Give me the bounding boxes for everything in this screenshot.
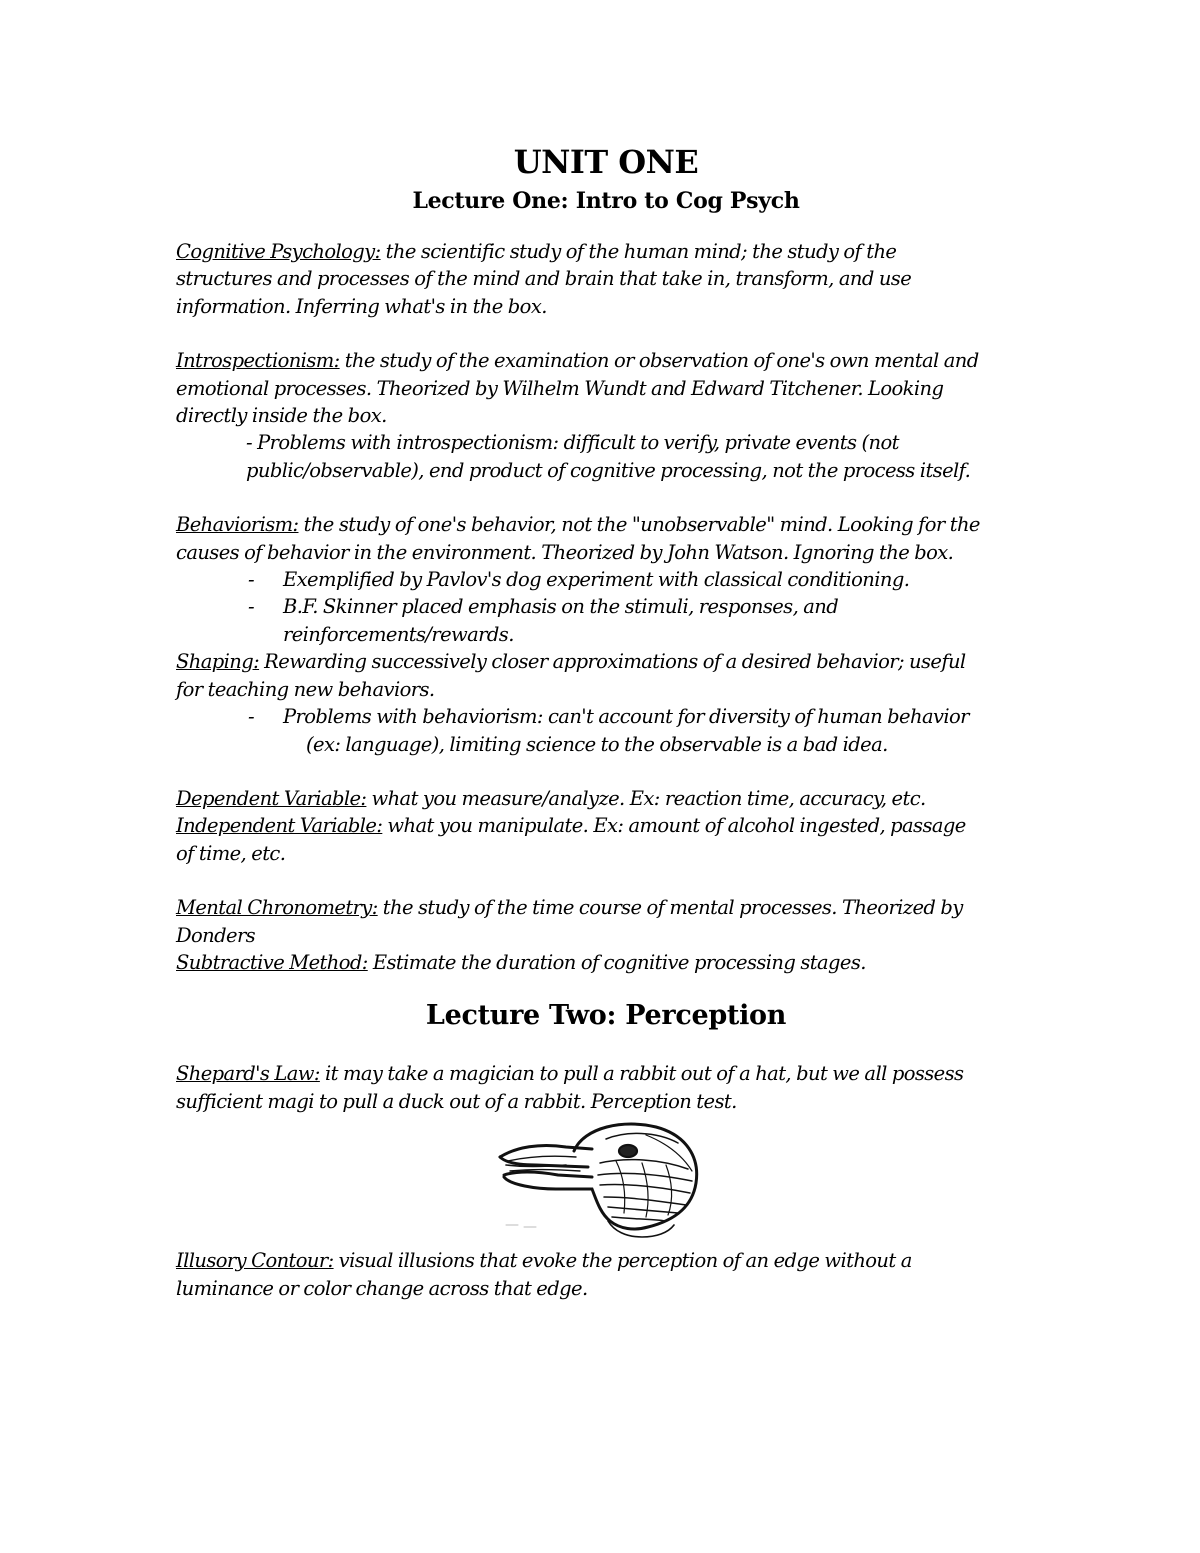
term-independent-variable: Independent Variable:: [176, 814, 383, 838]
behaviorism-problems: - Problems with behaviorism: can't account for diversity of human behavior: [248, 705, 969, 729]
term-mental-chronometry: Mental Chronometry:: [176, 896, 378, 920]
term-shaping: Shaping:: [176, 650, 260, 674]
term-behaviorism: Behaviorism:: [176, 513, 299, 537]
dependent-variable-definition: Dependent Variable: what you measure/analyze. Ex: reaction time, accuracy, etc.: [176, 786, 926, 810]
shaping-definition: Shaping: Rewarding successively closer approximations of a desired behavior; useful for teaching new behaviors. - Problems with behaviorism: can't account for diversity of human behavior (ex: language), limiting science to the observable is a bad idea.: [176, 648, 1036, 758]
term-cognitive-psychology: Cognitive Psychology:: [176, 240, 381, 263]
independent-variable-definition: Independent Variable: what you manipulate. Ex: amount of alcohol ingested, passage: [176, 814, 966, 838]
document-page: [176, 140, 1036, 1302]
lecture-one-title: Lecture One: Intro to Cog Psych: [412, 188, 800, 214]
term-introspectionism: Introspectionism:: [176, 349, 340, 373]
duck-rabbit-drawing: [496, 1117, 706, 1241]
variables-definitions: Dependent Variable: what you measure/analyze. Ex: reaction time, accuracy, etc. Independent Variable: what you manipulate. Ex: amount of alcohol ingested, passage of time, etc.: [176, 785, 1036, 867]
behaviorism-bullet-skinner: - B.F. Skinner placed emphasis on the stimuli, responses, and: [248, 595, 839, 619]
shepards-law-definition: Shepard's Law: it may take a magician to pull a rabbit out of a hat, but we all possess sufficient magi to pull a duck out of a rabbit. Perception test.: [176, 1062, 964, 1113]
term-subtractive-method: Subtractive Method:: [176, 950, 368, 974]
duck-rabbit-illusion-image: [176, 1117, 1036, 1245]
term-illusory-contour: Illusory Contour:: [176, 1249, 334, 1273]
lecture-two-title: Lecture Two: Perception: [425, 1000, 787, 1032]
introspectionism-definition: Introspectionism: the study of the examination or observation of one's own mental and emotional processes. Theorized by Wilhelm Wundt and Edward Titchener. Looking directly inside the box. - Problems with introspectionism: difficult to verify, private events (not public/observable), end product of cognitive processing, not the process itself.: [176, 347, 1036, 484]
term-dependent-variable: Dependent Variable:: [176, 786, 367, 810]
behaviorism-bullet-pavlov: - Exemplified by Pavlov's dog experiment with classical conditioning.: [248, 568, 910, 592]
subtractive-method-definition: Subtractive Method: Estimate the duration of cognitive processing stages.: [176, 950, 866, 974]
unit-title: UNIT ONE: [513, 143, 699, 181]
illusory-contour-definition: Illusory Contour: visual illusions that evoke the perception of an edge without a luminance or color change across that edge.: [176, 1249, 912, 1300]
term-shepards-law: Shepard's Law:: [176, 1062, 320, 1086]
behaviorism-definition: Behaviorism: the study of one's behavior, not the "unobservable" mind. Looking for the causes of behavior in the environment. Theorized by John Watson. Ignoring the box. - Exemplified by Pavlov's dog experiment with classical conditioning. - B.F. Skinner placed emphasis on the stimuli, responses, and reinforcements/rewards.: [176, 511, 1036, 648]
mental-chronometry-definition: Mental Chronometry: the study of the time course of mental processes. Theorized by Donders Subtractive Method: Estimate the duration of cognitive processing stages.: [176, 894, 1036, 976]
introspectionism-problems: - Problems with introspectionism: difficult to verify, private events (not: [246, 431, 899, 455]
cognitive-psychology-definition: Cognitive Psychology: the scientific study of the human mind; the study of the structures and processes of the mind and brain that take in, transform, and use information. Inferring what's in the box.: [176, 240, 912, 318]
